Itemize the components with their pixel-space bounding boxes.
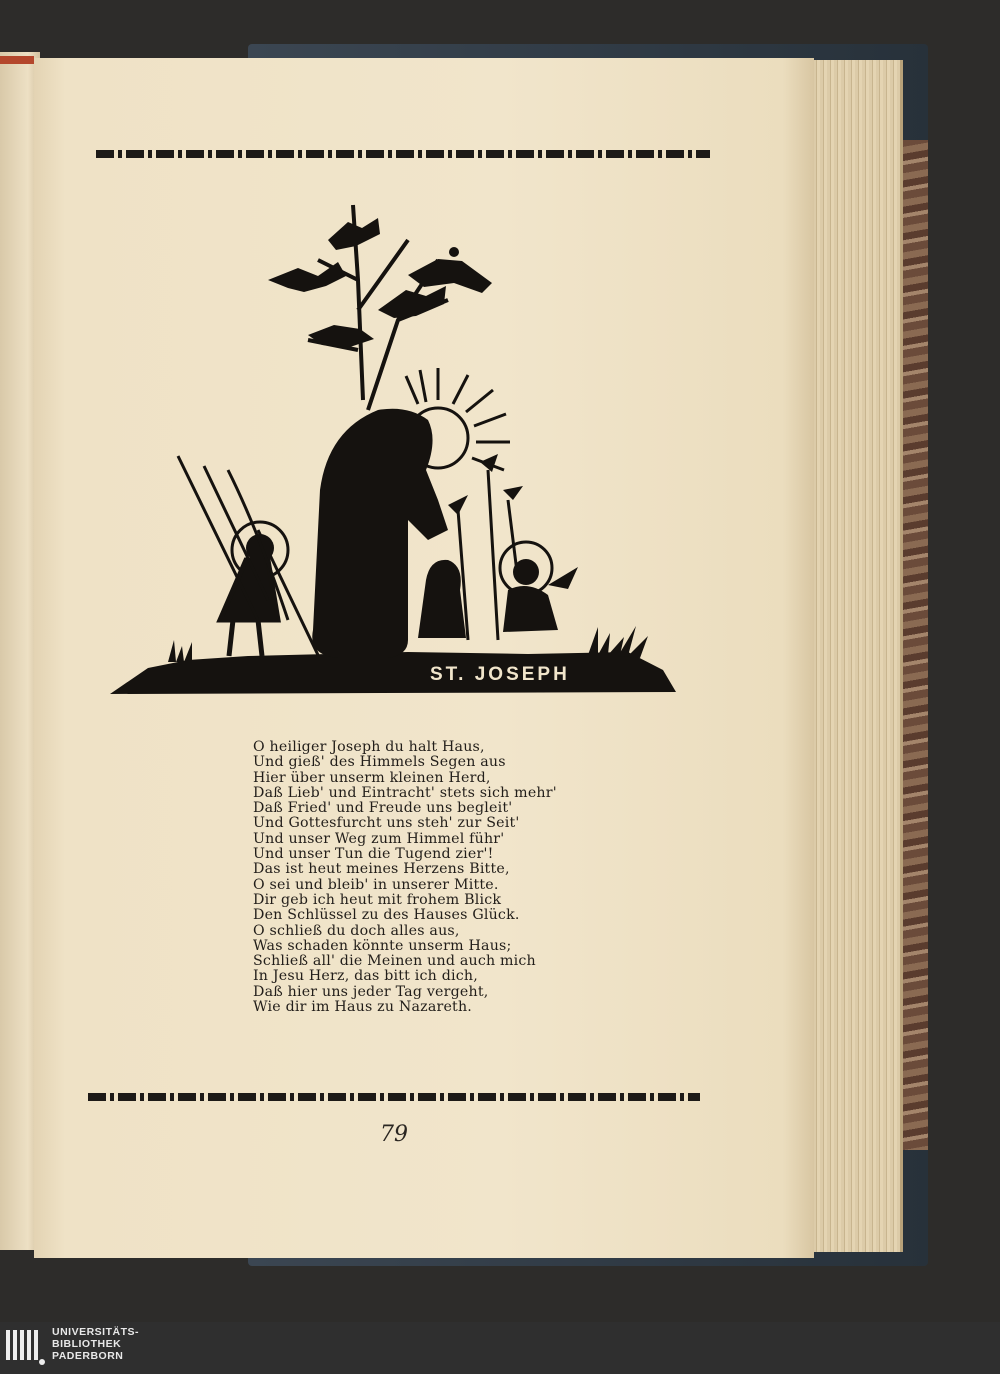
poem-line: Und unser Weg zum Himmel führ' bbox=[253, 830, 505, 847]
library-name-line: BIBLIOTHEK bbox=[52, 1338, 122, 1350]
poem-line: Schließ all' die Meinen und auch mich bbox=[253, 953, 536, 970]
poem-line: In Jesu Herz, das bitt ich dich, bbox=[253, 968, 478, 985]
poem-line: Hier über unserm kleinen Herd, bbox=[253, 769, 491, 786]
silhouette-st-joseph-icon bbox=[108, 200, 678, 700]
library-name-line: PADERBORN bbox=[52, 1350, 124, 1362]
page-number: 79 bbox=[380, 1122, 408, 1147]
bottom-ornament-rule bbox=[88, 1093, 700, 1101]
poem-line: Und gieß' des Himmels Segen aus bbox=[253, 754, 506, 771]
library-name bbox=[52, 1326, 139, 1362]
poem-line: O sei und bleib' in unserer Mitte. bbox=[253, 876, 499, 893]
illustration-caption: ST. JOSEPH bbox=[430, 664, 570, 685]
poem-line: Und unser Tun die Tugend zier'! bbox=[253, 846, 494, 863]
poem-line: Was schaden könnte unserm Haus; bbox=[253, 937, 512, 954]
poem-line: Und Gottesfurcht uns steh' zur Seit' bbox=[253, 815, 520, 832]
poem-line: Dir geb ich heut mit frohem Blick bbox=[253, 891, 502, 908]
poem bbox=[253, 740, 673, 1015]
university-library-logo-icon bbox=[4, 1326, 46, 1368]
st-joseph-illustration bbox=[108, 200, 678, 700]
poem-line: Daß Lieb' und Eintracht' stets sich mehr' bbox=[253, 784, 557, 801]
poem-line: Wie dir im Haus zu Nazareth. bbox=[253, 999, 473, 1016]
page-edges bbox=[806, 60, 903, 1252]
footer-bar bbox=[0, 1322, 1000, 1374]
poem-line: Daß Fried' und Freude uns begleit' bbox=[253, 800, 513, 817]
poem-line: Den Schlüssel zu des Hauses Glück. bbox=[253, 907, 520, 924]
top-ornament-rule bbox=[96, 150, 710, 158]
poem-line: O heiliger Joseph du halt Haus, bbox=[253, 739, 485, 755]
poem-line: Daß hier uns jeder Tag vergeht, bbox=[253, 983, 489, 1000]
poem-line: O schließ du doch alles aus, bbox=[253, 922, 460, 939]
poem-line: Das ist heut meines Herzens Bitte, bbox=[253, 861, 510, 878]
library-name-line: UNIVERSITÄTS- bbox=[52, 1326, 140, 1338]
left-page-ribbon bbox=[0, 56, 34, 64]
